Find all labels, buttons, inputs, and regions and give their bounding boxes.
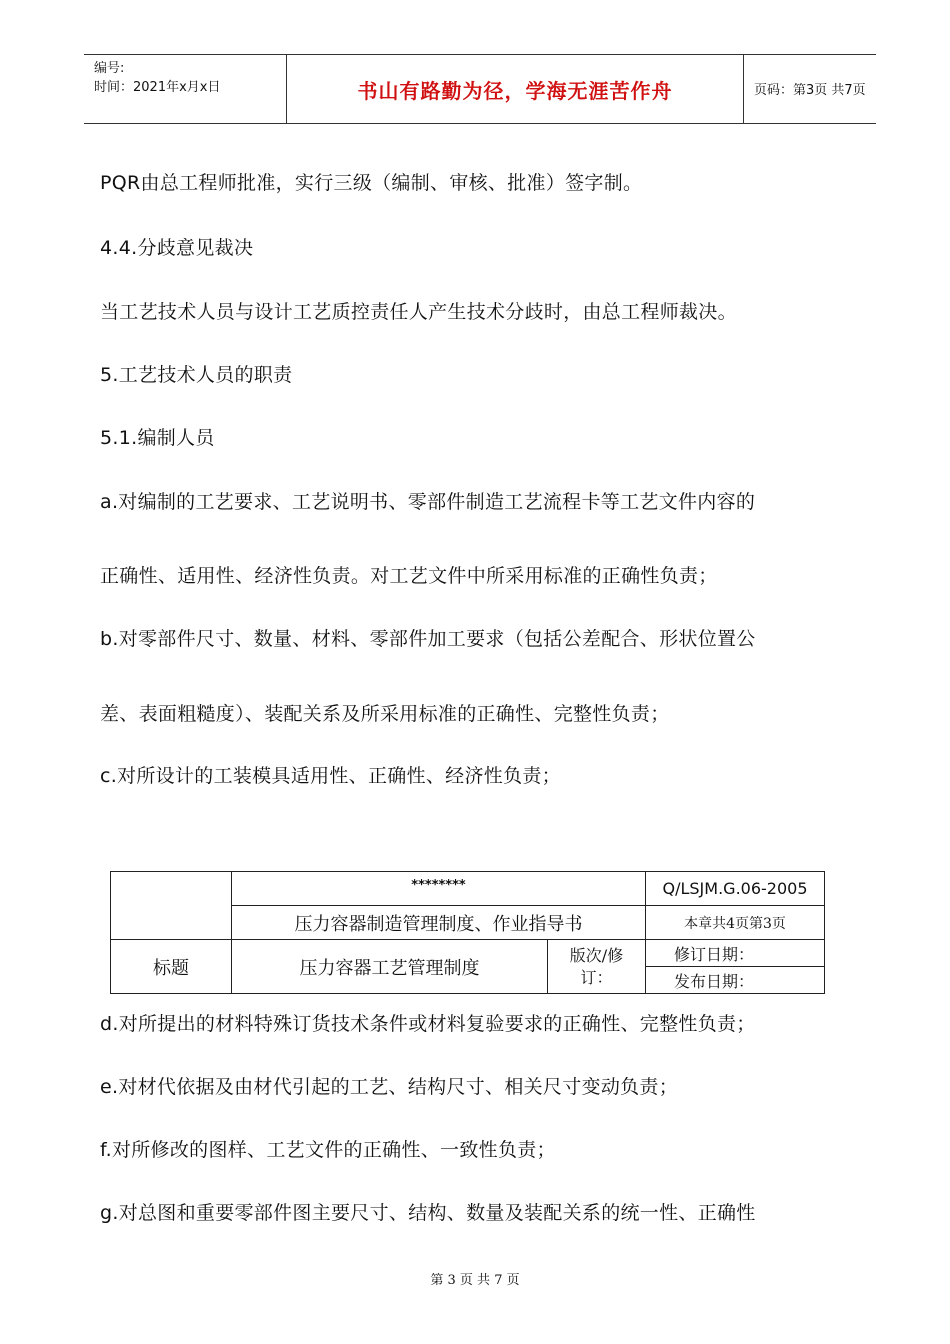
doc-time-label: 时间：2021年x月x日 [94, 80, 221, 95]
document-title: 压力容器工艺管理制度 [299, 957, 480, 979]
doc-number-label: 编号: [94, 61, 125, 76]
company-name: ******** [411, 877, 466, 893]
list-item: g.对总图和重要零部件图主要尺寸、结构、数量及装配关系的统一性、正确性 [100, 1202, 756, 1224]
revision-label-line-1: 版次/修 [569, 945, 624, 965]
list-item: d.对所提出的材料特殊订货技术条件或材料复验要求的正确性、完整性负责； [100, 1013, 756, 1035]
list-item: c.对所设计的工装模具适用性、正确性、经济性负责； [100, 765, 561, 787]
paragraph: PQR由总工程师批准，实行三级（编制、审核、批准）签字制。 [100, 172, 643, 194]
chapter-page-count: 本章共4页第3页 [684, 915, 786, 932]
section-heading: 5.工艺技术人员的职责 [100, 364, 293, 386]
section-heading: 5.1.编制人员 [100, 427, 215, 449]
document-info-table [110, 871, 825, 994]
paragraph: 当工艺技术人员与设计工艺质控责任人产生技术分歧时，由总工程师裁决。 [100, 301, 737, 323]
revision-label [548, 940, 645, 993]
list-item: a.对编制的工艺要求、工艺说明书、零部件制造工艺流程卡等工艺文件内容的 [100, 491, 756, 513]
page-footer: 第 3 页 共 7 页 [430, 1273, 520, 1288]
list-item: f.对所修改的图样、工艺文件的正确性、一致性负责； [100, 1139, 556, 1161]
revision-date: 修订日期： [674, 944, 755, 964]
manual-title: 压力容器制造管理制度、作业指导书 [294, 913, 583, 935]
header-page-number: 页码：第3页 共7页 [754, 83, 866, 98]
list-item-continuation: 正确性、适用性、经济性负责。对工艺文件中所采用标准的正确性负责； [100, 565, 718, 587]
header-meta [94, 59, 284, 97]
list-item: b.对零部件尺寸、数量、材料、零部件加工要求（包括公差配合、形状位置公 [100, 628, 756, 650]
header-motto: 书山有路勤为径，学海无涯苦作舟 [286, 55, 744, 123]
list-item: e.对材代依据及由材代引起的工艺、结构尺寸、相关尺寸变动负责； [100, 1076, 679, 1098]
section-heading: 4.4.分歧意见裁决 [100, 237, 254, 259]
title-label: 标题 [153, 957, 189, 979]
document-code: Q/LSJM.G.06-2005 [662, 879, 808, 898]
page-header [84, 54, 876, 124]
revision-label-line-2: 订： [580, 967, 613, 987]
publish-date: 发布日期： [674, 971, 755, 991]
list-item-continuation: 差、表面粗糙度）、装配关系及所采用标准的正确性、完整性负责； [100, 703, 670, 725]
